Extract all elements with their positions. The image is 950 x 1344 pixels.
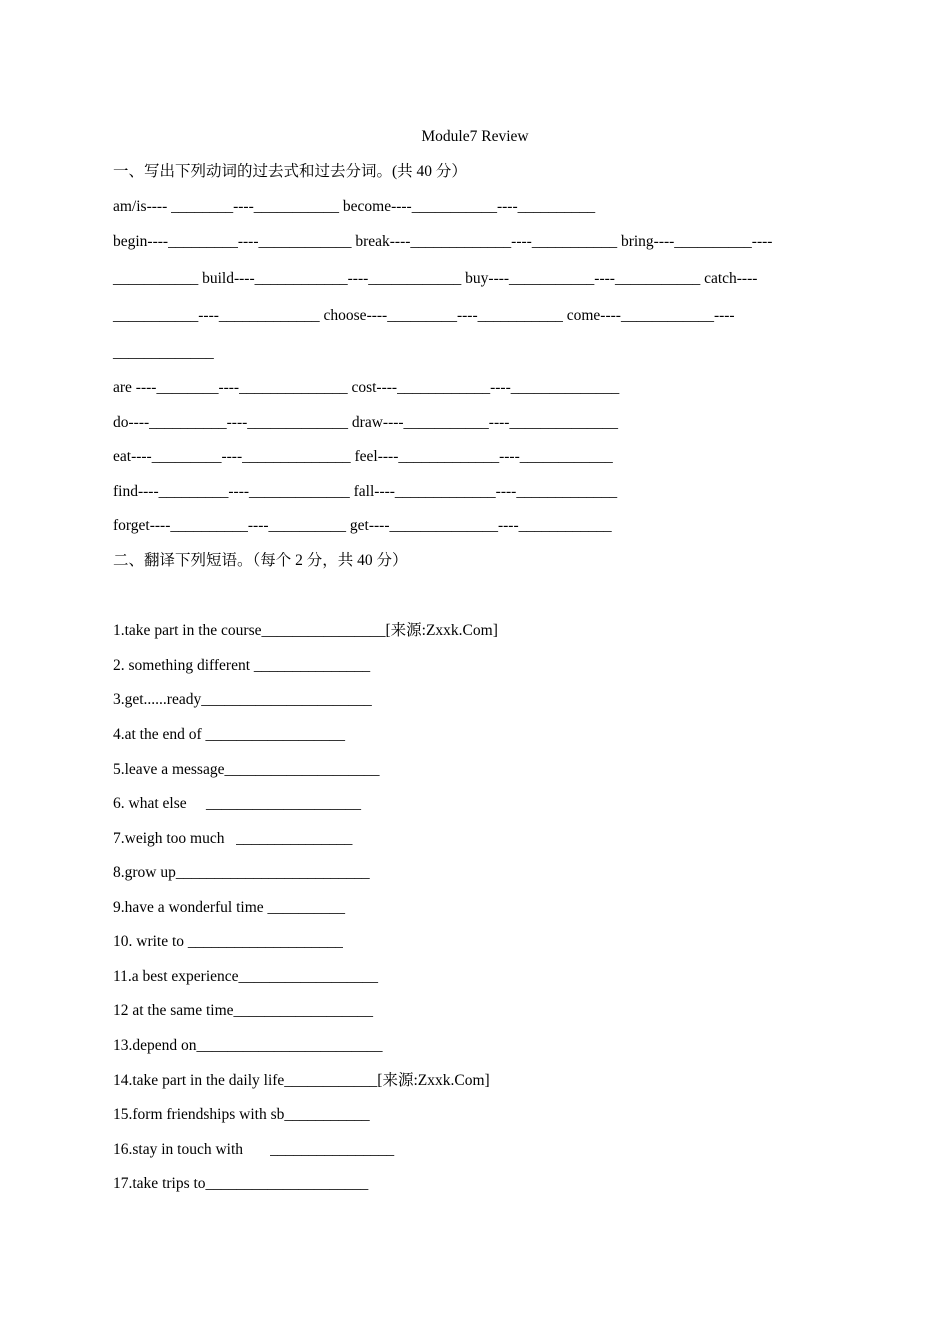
phrase-item: 8.grow up_________________________: [113, 864, 370, 881]
phrase-item: 11.a best experience__________________: [113, 968, 379, 985]
phrase-item: 12 at the same time__________________: [113, 1002, 374, 1019]
phrase-item: 13.depend on________________________: [113, 1037, 383, 1054]
verb-line: are ----________----______________ cost----____________----______________: [113, 379, 620, 396]
phrase-item: 17.take trips to_____________________: [113, 1175, 369, 1192]
phrase-item: 14.take part in the daily life____________[来源:Zxxk.Com]: [113, 1072, 490, 1089]
phrase-item: 1.take part in the course________________[来源:Zxxk.Com]: [113, 622, 498, 639]
phrase-item: 4.at the end of __________________: [113, 726, 346, 743]
verb-line: do----__________----_____________ draw----___________----______________: [113, 414, 618, 431]
verb-line: ___________----_____________ choose----_________----___________ come----____________----: [113, 307, 735, 324]
verb-line: forget----__________----__________ get----______________----____________: [113, 517, 612, 534]
phrase-item: 10. write to ____________________: [113, 933, 343, 950]
verb-line: ___________ build----____________----____________ buy----___________----___________ catch----: [113, 270, 758, 287]
phrase-item: 5.leave a message____________________: [113, 761, 380, 778]
verb-line: am/is---- ________----___________ become----___________----__________: [113, 198, 596, 215]
section1-heading: 一、写出下列动词的过去式和过去分词。(共 40 分）: [113, 163, 467, 180]
phrase-item: 15.form friendships with sb___________: [113, 1106, 370, 1123]
verb-line: eat----_________----______________ feel----_____________----____________: [113, 448, 613, 465]
phrase-item: 6. what else ____________________: [113, 795, 361, 812]
section2-heading: 二、翻译下列短语。（每个 2 分，共 40 分）: [113, 552, 408, 569]
phrase-item: 2. something different _______________: [113, 657, 371, 674]
phrase-item: 16.stay in touch with ________________: [113, 1141, 395, 1158]
page-title: Module7 Review: [421, 128, 529, 145]
verb-line: _____________: [113, 344, 214, 361]
phrase-item: 3.get......ready______________________: [113, 691, 372, 708]
verb-line: find----_________----_____________ fall----_____________----_____________: [113, 483, 618, 500]
phrase-item: 9.have a wonderful time __________: [113, 899, 346, 916]
phrase-item: 7.weigh too much _______________: [113, 830, 353, 847]
verb-line: begin----_________----____________ break----_____________----___________ bring----__________----: [113, 233, 773, 250]
